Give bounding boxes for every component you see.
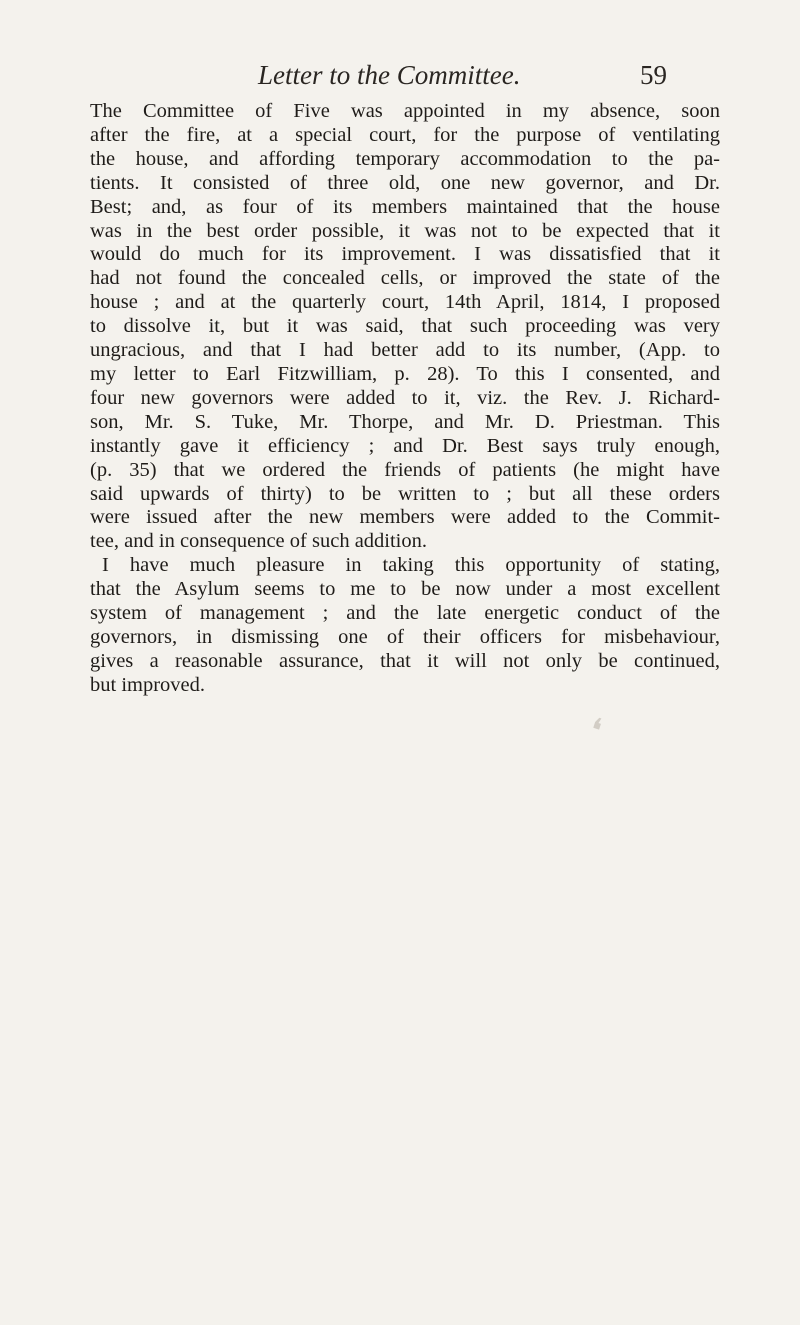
text-line: I have much pleasure in taking this opportunity of stating, bbox=[102, 554, 720, 577]
text-line: said upwards of thirty) to be written to ; but all these orders bbox=[90, 482, 720, 505]
body-text bbox=[90, 100, 720, 698]
text-line: would do much for its improvement. I was dissatisfied that it bbox=[90, 243, 720, 266]
text-line: but improved. bbox=[90, 673, 206, 696]
text-line: to dissolve it, but it was said, that such proceeding was very bbox=[90, 315, 720, 338]
text-line: my letter to Earl Fitzwilliam, p. 28). To this I consented, and bbox=[90, 362, 720, 385]
text-line: governors, in dismissing one of their officers for misbehaviour, bbox=[90, 625, 720, 648]
text-line: had not found the concealed cells, or improved the state of the bbox=[90, 267, 720, 290]
text-line: son, Mr. S. Tuke, Mr. Thorpe, and Mr. D. Priestman. This bbox=[90, 410, 720, 433]
text-line: The Committee of Five was appointed in my absence, soon bbox=[90, 100, 720, 122]
ink-smudge-mark: ❛ bbox=[583, 710, 607, 752]
paragraph-2 bbox=[90, 554, 720, 697]
text-line: Best; and, as four of its members maintained that the house bbox=[90, 195, 720, 218]
text-line: that the Asylum seems to me to be now under a most excellent bbox=[90, 578, 720, 601]
text-line: were issued after the new members were added to the Commit- bbox=[90, 506, 720, 529]
running-title: Letter to the Committee. bbox=[258, 60, 521, 90]
text-line: tee, and in consequence of such addition. bbox=[90, 530, 427, 553]
text-line: after the fire, at a special court, for the purpose of ventilating bbox=[90, 123, 720, 146]
text-line: four new governors were added to it, viz. the Rev. J. Richard- bbox=[90, 386, 720, 409]
paragraph-1 bbox=[90, 100, 720, 554]
text-line: house ; and at the quarterly court, 14th April, 1814, I proposed bbox=[90, 291, 720, 314]
text-line: gives a reasonable assurance, that it will not only be continued, bbox=[90, 649, 720, 672]
page-number: 59 bbox=[640, 60, 667, 90]
text-line: ungracious, and that I had better add to its number, (App. to bbox=[90, 339, 720, 362]
text-line: was in the best order possible, it was not to be expected that it bbox=[90, 219, 720, 242]
text-line: system of management ; and the late energetic conduct of the bbox=[90, 602, 720, 625]
text-line: tients. It consisted of three old, one new governor, and Dr. bbox=[90, 171, 720, 194]
text-line: (p. 35) that we ordered the friends of patients (he might have bbox=[90, 458, 720, 481]
text-line: instantly gave it efficiency ; and Dr. Best says truly enough, bbox=[90, 434, 720, 457]
text-line: the house, and affording temporary accommodation to the pa- bbox=[90, 147, 720, 170]
